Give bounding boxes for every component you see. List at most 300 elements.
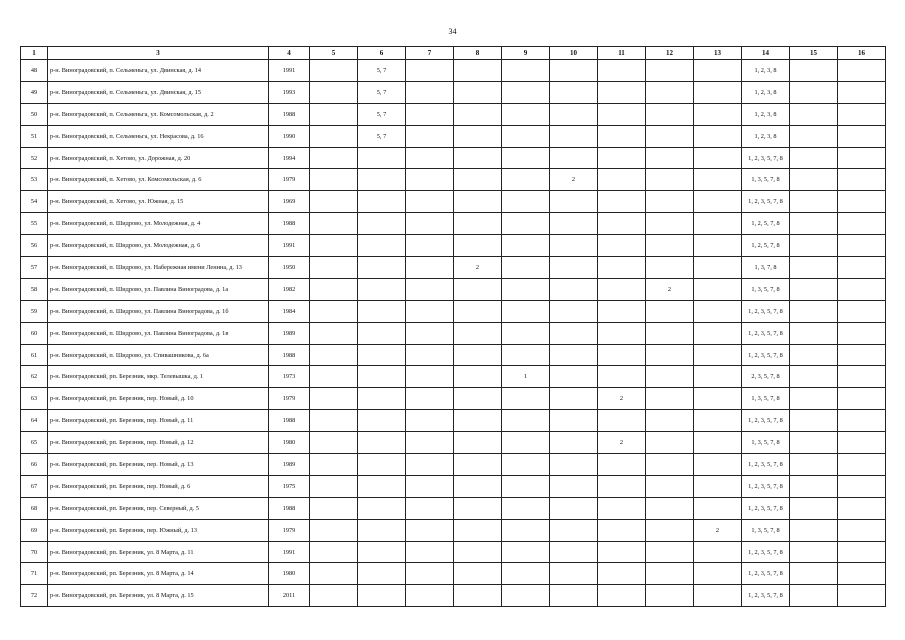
column-header: 10	[550, 47, 598, 60]
table-cell	[694, 475, 742, 497]
table-cell: 1950	[269, 257, 310, 279]
table-row	[21, 169, 886, 191]
table-cell: 1988	[269, 410, 310, 432]
table-row	[21, 300, 886, 322]
table-cell	[454, 585, 502, 607]
table-cell	[502, 432, 550, 454]
table-cell: 5, 7	[358, 125, 406, 147]
row-number-cell: 49	[21, 81, 48, 103]
table-cell	[406, 60, 454, 82]
table-cell	[310, 300, 358, 322]
table-cell	[406, 125, 454, 147]
table-cell	[310, 322, 358, 344]
table-cell	[502, 81, 550, 103]
table-row	[21, 497, 886, 519]
table-cell: 1994	[269, 147, 310, 169]
table-cell	[502, 454, 550, 476]
column-header: 9	[502, 47, 550, 60]
table-cell: 1979	[269, 169, 310, 191]
table-cell	[454, 322, 502, 344]
table-cell	[406, 497, 454, 519]
table-cell	[790, 322, 838, 344]
table-row	[21, 322, 886, 344]
table-cell: 1988	[269, 497, 310, 519]
table-cell	[310, 563, 358, 585]
table-cell	[502, 60, 550, 82]
table-cell	[310, 169, 358, 191]
table-cell	[598, 300, 646, 322]
table-cell	[646, 497, 694, 519]
table-cell	[838, 541, 886, 563]
address-cell: р-н. Виноградовский, рп. Березник, пер. Новый, д. 6	[48, 475, 269, 497]
table-cell	[358, 257, 406, 279]
table-cell	[646, 475, 694, 497]
table-cell: 1979	[269, 519, 310, 541]
table-cell	[454, 454, 502, 476]
address-cell: р-н. Виноградовский, п. Шидрово, ул. Молодежная, д. 6	[48, 235, 269, 257]
table-cell	[646, 410, 694, 432]
address-cell: р-н. Виноградовский, п. Шидрово, ул. Молодежная, д. 4	[48, 213, 269, 235]
table-cell	[790, 60, 838, 82]
page-number: 34	[448, 27, 457, 36]
table-cell	[406, 257, 454, 279]
table-cell	[406, 432, 454, 454]
row-number-cell: 61	[21, 344, 48, 366]
table-cell: 1, 2, 3, 5, 7, 8	[742, 322, 790, 344]
table-cell	[358, 432, 406, 454]
table-cell: 1989	[269, 322, 310, 344]
address-cell: р-н. Виноградовский, п. Сельменьга, ул. Комсомольская, д. 2	[48, 103, 269, 125]
table-cell: 1993	[269, 81, 310, 103]
table-cell	[550, 454, 598, 476]
table-cell	[310, 541, 358, 563]
table-row	[21, 103, 886, 125]
table-cell	[502, 410, 550, 432]
row-number-cell: 68	[21, 497, 48, 519]
address-cell: р-н. Виноградовский, п. Шидрово, ул. Павлина Виноградова, д. 1в	[48, 322, 269, 344]
table-cell	[310, 60, 358, 82]
table-cell	[838, 322, 886, 344]
row-number-cell: 67	[21, 475, 48, 497]
table-cell	[550, 257, 598, 279]
table-cell	[790, 278, 838, 300]
address-cell: р-н. Виноградовский, п. Сельменьга, ул. Двинская, д. 15	[48, 81, 269, 103]
address-cell: р-н. Виноградовский, п. Хетово, ул. Дорожная, д. 20	[48, 147, 269, 169]
table-cell	[502, 191, 550, 213]
address-cell: р-н. Виноградовский, рп. Березник, пер. Новый, д. 11	[48, 410, 269, 432]
table-cell	[550, 322, 598, 344]
table-cell	[358, 147, 406, 169]
table-cell	[550, 300, 598, 322]
table-cell	[550, 213, 598, 235]
table-cell	[358, 410, 406, 432]
table-cell	[310, 454, 358, 476]
table-cell	[838, 366, 886, 388]
table-cell	[502, 541, 550, 563]
table-row	[21, 432, 886, 454]
table-cell	[454, 60, 502, 82]
column-header: 12	[646, 47, 694, 60]
table-cell: 1, 2, 3, 8	[742, 60, 790, 82]
table-cell	[838, 257, 886, 279]
table-cell	[598, 322, 646, 344]
table-cell	[598, 278, 646, 300]
table-cell	[406, 475, 454, 497]
table-cell: 2	[550, 169, 598, 191]
table-cell	[310, 344, 358, 366]
table-cell: 5, 7	[358, 60, 406, 82]
table-cell	[694, 388, 742, 410]
table-cell	[646, 454, 694, 476]
table-cell	[550, 235, 598, 257]
table-cell	[646, 388, 694, 410]
table-row	[21, 344, 886, 366]
table-cell	[838, 103, 886, 125]
table-cell: 1975	[269, 475, 310, 497]
table-cell	[646, 147, 694, 169]
table-cell	[598, 235, 646, 257]
table-cell	[694, 257, 742, 279]
table-cell	[358, 563, 406, 585]
table-cell: 2011	[269, 585, 310, 607]
table-cell	[550, 147, 598, 169]
table-cell	[790, 454, 838, 476]
table-cell	[550, 475, 598, 497]
table-cell	[598, 454, 646, 476]
column-header: 14	[742, 47, 790, 60]
table-cell	[646, 213, 694, 235]
table-cell	[694, 454, 742, 476]
housing-registry-table	[20, 46, 886, 607]
table-cell	[646, 300, 694, 322]
table-cell: 1, 2, 3, 5, 7, 8	[742, 541, 790, 563]
table-cell	[838, 125, 886, 147]
table-cell: 1980	[269, 563, 310, 585]
table-cell: 1, 2, 3, 5, 7, 8	[742, 344, 790, 366]
table-cell	[406, 519, 454, 541]
table-cell	[646, 169, 694, 191]
table-cell	[646, 191, 694, 213]
table-cell: 1, 2, 3, 5, 7, 8	[742, 300, 790, 322]
table-cell	[358, 322, 406, 344]
address-cell: р-н. Виноградовский, рп. Березник, пер. Северный, д. 5	[48, 497, 269, 519]
table-cell	[598, 563, 646, 585]
address-cell: р-н. Виноградовский, рп. Березник, ул. 8 Марта, д. 11	[48, 541, 269, 563]
row-number-cell: 69	[21, 519, 48, 541]
table-cell	[406, 235, 454, 257]
table-cell: 1973	[269, 366, 310, 388]
table-cell	[502, 257, 550, 279]
table-cell	[646, 344, 694, 366]
table-cell	[550, 432, 598, 454]
row-number-cell: 52	[21, 147, 48, 169]
table-cell	[598, 60, 646, 82]
table-cell	[646, 366, 694, 388]
table-cell	[790, 432, 838, 454]
row-number-cell: 62	[21, 366, 48, 388]
table-cell: 1991	[269, 60, 310, 82]
row-number-cell: 56	[21, 235, 48, 257]
column-header: 4	[269, 47, 310, 60]
table-cell	[790, 585, 838, 607]
table-cell	[790, 235, 838, 257]
table-cell	[358, 191, 406, 213]
table-cell	[550, 388, 598, 410]
table-cell	[694, 497, 742, 519]
table-cell: 1, 2, 3, 5, 7, 8	[742, 475, 790, 497]
table-cell	[358, 366, 406, 388]
table-cell	[406, 213, 454, 235]
table-cell	[502, 213, 550, 235]
table-cell: 1, 2, 3, 8	[742, 81, 790, 103]
address-cell: р-н. Виноградовский, рп. Березник, ул. 8 Марта, д. 14	[48, 563, 269, 585]
table-cell	[694, 278, 742, 300]
table-cell	[598, 585, 646, 607]
table-cell	[694, 432, 742, 454]
table-cell	[502, 497, 550, 519]
table-cell	[502, 519, 550, 541]
table-cell: 1, 2, 3, 5, 7, 8	[742, 410, 790, 432]
table-cell	[454, 410, 502, 432]
table-cell: 1, 3, 5, 7, 8	[742, 278, 790, 300]
table-cell	[502, 300, 550, 322]
table-cell	[406, 169, 454, 191]
table-row	[21, 81, 886, 103]
table-cell	[310, 147, 358, 169]
table-cell	[454, 344, 502, 366]
table-cell	[358, 344, 406, 366]
row-number-cell: 64	[21, 410, 48, 432]
table-cell	[358, 497, 406, 519]
table-cell: 2	[598, 432, 646, 454]
table-cell	[454, 475, 502, 497]
row-number-cell: 55	[21, 213, 48, 235]
row-number-cell: 66	[21, 454, 48, 476]
table-cell	[406, 563, 454, 585]
row-number-cell: 57	[21, 257, 48, 279]
table-cell	[694, 81, 742, 103]
table-cell	[790, 519, 838, 541]
table-cell	[454, 541, 502, 563]
table-cell	[406, 388, 454, 410]
table-cell	[550, 410, 598, 432]
table-cell	[790, 191, 838, 213]
table-cell: 1, 2, 3, 8	[742, 125, 790, 147]
header-row	[21, 47, 886, 60]
table-cell	[598, 81, 646, 103]
table-cell	[358, 278, 406, 300]
table-cell	[694, 366, 742, 388]
table-cell	[550, 519, 598, 541]
table-cell	[502, 585, 550, 607]
table-cell	[550, 278, 598, 300]
table-cell	[502, 103, 550, 125]
table-cell	[310, 388, 358, 410]
table-cell	[502, 322, 550, 344]
table-row	[21, 213, 886, 235]
table-cell: 1, 2, 3, 5, 7, 8	[742, 563, 790, 585]
table-cell	[358, 300, 406, 322]
table-cell	[646, 541, 694, 563]
row-number-cell: 51	[21, 125, 48, 147]
table-cell	[406, 541, 454, 563]
table-row	[21, 519, 886, 541]
table-cell: 1, 2, 3, 5, 7, 8	[742, 147, 790, 169]
table-cell	[646, 322, 694, 344]
table-cell	[454, 103, 502, 125]
table-cell	[598, 103, 646, 125]
table-row	[21, 60, 886, 82]
table-cell	[694, 541, 742, 563]
table-cell	[790, 213, 838, 235]
table-cell	[838, 432, 886, 454]
table-cell	[406, 366, 454, 388]
table-cell	[454, 191, 502, 213]
table-row	[21, 388, 886, 410]
table-cell	[358, 213, 406, 235]
address-cell: р-н. Виноградовский, рп. Березник, пер. Южный, д. 13	[48, 519, 269, 541]
table-cell	[454, 366, 502, 388]
table-cell	[454, 563, 502, 585]
table-cell	[838, 213, 886, 235]
table-row	[21, 235, 886, 257]
table-cell: 1979	[269, 388, 310, 410]
table-cell	[406, 344, 454, 366]
table-cell	[790, 125, 838, 147]
table-cell	[838, 278, 886, 300]
table-cell	[310, 519, 358, 541]
table-cell	[598, 519, 646, 541]
table-cell	[646, 519, 694, 541]
table-cell: 1, 2, 5, 7, 8	[742, 213, 790, 235]
table-cell	[646, 103, 694, 125]
table-cell	[598, 257, 646, 279]
table-cell: 1, 3, 5, 7, 8	[742, 169, 790, 191]
address-cell: р-н. Виноградовский, рп. Березник, пер. Новый, д. 12	[48, 432, 269, 454]
table-cell	[550, 497, 598, 519]
table-row	[21, 257, 886, 279]
table-cell	[502, 388, 550, 410]
table-cell: 2	[694, 519, 742, 541]
table-cell	[358, 585, 406, 607]
table-cell: 1	[502, 366, 550, 388]
table-cell	[406, 278, 454, 300]
column-header: 13	[694, 47, 742, 60]
row-number-cell: 58	[21, 278, 48, 300]
table-cell	[598, 191, 646, 213]
address-cell: р-н. Виноградовский, рп. Березник, ул. 8 Марта, д. 15	[48, 585, 269, 607]
table-cell	[838, 60, 886, 82]
table-cell	[790, 81, 838, 103]
address-cell: р-н. Виноградовский, п. Шидрово, ул. Павлина Виноградова, д. 1а	[48, 278, 269, 300]
column-header: 5	[310, 47, 358, 60]
table-cell: 1, 2, 3, 5, 7, 8	[742, 497, 790, 519]
table-cell	[502, 147, 550, 169]
table-cell: 2	[646, 278, 694, 300]
table-cell	[838, 344, 886, 366]
table-cell	[694, 169, 742, 191]
table-cell: 1984	[269, 300, 310, 322]
table-cell	[598, 475, 646, 497]
address-cell: р-н. Виноградовский, п. Шидрово, ул. Спивашникова, д. 6а	[48, 344, 269, 366]
row-number-cell: 65	[21, 432, 48, 454]
table-cell	[550, 366, 598, 388]
table-cell	[598, 497, 646, 519]
table-cell	[550, 563, 598, 585]
table-cell	[550, 585, 598, 607]
table-cell	[646, 60, 694, 82]
column-header: 16	[838, 47, 886, 60]
table-cell: 1991	[269, 541, 310, 563]
table-cell	[550, 344, 598, 366]
table-cell	[310, 257, 358, 279]
table-row	[21, 125, 886, 147]
table-cell	[646, 81, 694, 103]
table-row	[21, 454, 886, 476]
table-cell	[646, 257, 694, 279]
row-number-cell: 54	[21, 191, 48, 213]
table-cell	[694, 103, 742, 125]
table-cell	[310, 103, 358, 125]
table-cell	[454, 147, 502, 169]
table-cell	[646, 563, 694, 585]
table-cell	[694, 410, 742, 432]
table-cell	[310, 191, 358, 213]
table-cell	[838, 169, 886, 191]
table-cell	[310, 410, 358, 432]
table-cell	[598, 213, 646, 235]
row-number-cell: 59	[21, 300, 48, 322]
table-body	[21, 60, 886, 607]
table-cell	[550, 81, 598, 103]
table-cell	[838, 191, 886, 213]
table-cell	[406, 410, 454, 432]
table-cell: 1988	[269, 213, 310, 235]
address-cell: р-н. Виноградовский, п. Сельменьга, ул. Двинская, д. 14	[48, 60, 269, 82]
address-cell: р-н. Виноградовский, рп. Березник, пер. Новый, д. 13	[48, 454, 269, 476]
table-cell: 1, 2, 5, 7, 8	[742, 235, 790, 257]
table-row	[21, 191, 886, 213]
table-cell: 1, 3, 5, 7, 8	[742, 388, 790, 410]
table-cell	[790, 497, 838, 519]
table-cell	[550, 60, 598, 82]
table-cell	[790, 103, 838, 125]
row-number-cell: 53	[21, 169, 48, 191]
table-cell	[694, 191, 742, 213]
address-cell: р-н. Виноградовский, п. Хетово, ул. Южная, д. 15	[48, 191, 269, 213]
table-cell: 1990	[269, 125, 310, 147]
table-cell	[454, 169, 502, 191]
table-cell	[310, 585, 358, 607]
table-cell	[598, 410, 646, 432]
table-cell: 1, 2, 3, 5, 7, 8	[742, 454, 790, 476]
table-cell	[358, 519, 406, 541]
table-cell	[358, 235, 406, 257]
row-number-cell: 71	[21, 563, 48, 585]
table-cell	[550, 541, 598, 563]
table-cell	[838, 410, 886, 432]
table-cell	[502, 563, 550, 585]
table-cell	[310, 125, 358, 147]
table-cell	[406, 191, 454, 213]
table-cell: 2	[598, 388, 646, 410]
table-cell	[646, 125, 694, 147]
table-cell	[406, 103, 454, 125]
table-cell	[358, 454, 406, 476]
table-cell	[598, 366, 646, 388]
table-cell	[694, 125, 742, 147]
table-cell: 1, 3, 7, 8	[742, 257, 790, 279]
